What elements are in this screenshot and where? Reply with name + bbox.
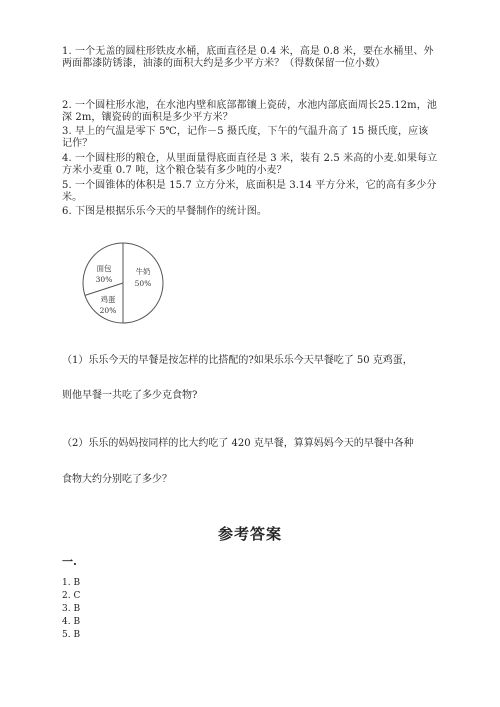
answer-item: 2. C [62, 591, 81, 601]
slice-percent-milk: 50% [134, 279, 152, 288]
subquestion-1-line-1: （1）乐乐今天的早餐是按怎样的比搭配的?如果乐乐今天早餐吃了 50 克鸡蛋， [62, 355, 413, 366]
subquestion-1-line-2: 则他早餐一共吃了多少克食物? [62, 390, 198, 401]
breakfast-pie-chart [78, 238, 188, 328]
slice-label-egg: 鸡蛋 [100, 295, 116, 304]
answer-item: 1. B [62, 578, 81, 588]
question-1: 1. 一个无盖的圆柱形铁皮水桶，底面直径是 0.4 米，高是 0.8 米，要在水桶里、外两面都漆防锈漆，油漆的面积大约是多少平方米？（得数保留一位小数） [62, 46, 434, 70]
slice-label-bread: 面包 [96, 264, 112, 273]
question-2: 2. 一个圆柱形水池，在水池内壁和底部都镶上瓷砖，水池内部底面周长25.12m，池深 2m，镶瓷砖的面积是多少平方米？ [62, 100, 437, 124]
answer-section-label: 一. [62, 555, 77, 568]
answer-key-title: 参考答案 [217, 525, 282, 543]
slice-label-milk: 牛奶 [135, 267, 151, 276]
question-3: 3. 早上的气温是零下 5℃，记作－5 摄氏度，下午的气温升高了 15 摄氏度，应该记作？ [62, 126, 429, 150]
question-6: 6. 下图是根据乐乐今天的早餐制作的统计图。 [62, 206, 267, 217]
slice-percent-egg: 20% [99, 306, 117, 315]
answer-item: 3. B [62, 604, 81, 614]
answer-item: 5. B [62, 630, 81, 640]
subquestion-2-line-2: 食物大约分别吃了多少？ [62, 474, 172, 485]
subquestion-2-line-1: （2）乐乐的妈妈按同样的比大约吃了 420 克早餐，算算妈妈今天的早餐中各种 [62, 438, 414, 449]
answer-item: 4. B [62, 617, 81, 627]
question-4: 4. 一个圆柱形的粮仓，从里面量得底面直径是 3 米，装有 2.5 米高的小麦.如果每立方米小麦重 0.7 吨，这个粮仓装有多少吨的小麦？ [62, 153, 438, 177]
question-5: 5. 一个圆锥体的体积是 15.7 立方分米，底面积是 3.14 平方分米，它的高有多少分米。 [62, 180, 437, 204]
slice-percent-bread: 30% [95, 275, 113, 284]
